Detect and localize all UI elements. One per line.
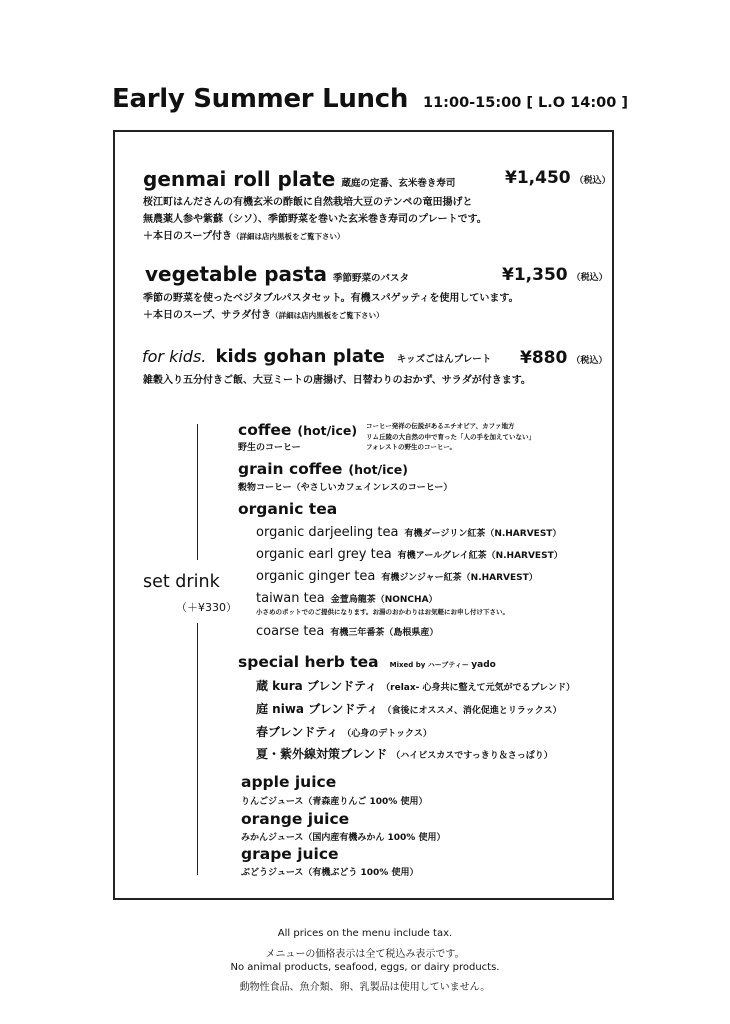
drink-herb-tea (238, 652, 496, 671)
juice-jp: りんごジュース（青森産りんご 100% 使用） (241, 797, 428, 807)
dish-genmai-description (143, 194, 487, 245)
set-drink-label: set drink (143, 572, 220, 592)
footer-vegan-jp: 動物性食品、魚介類、卵、乳製品は使用していません。 (239, 982, 491, 993)
herb-desc: （ハイビスカスですっきり＆さっぱり） (391, 751, 553, 761)
description-line: 雑穀入り五分付きご飯、大豆ミートの唐揚げ、日替わりのおかず、サラダが付きます。 (143, 375, 531, 386)
menu-frame (113, 130, 614, 900)
note-line: フォレストの野生のコーヒー。 (366, 443, 456, 451)
soup-note: ＋本日のスープ付き (143, 231, 232, 242)
dish-name: kids gohan plate (215, 346, 385, 367)
herb-name: 庭 niwa ブレンドティ (256, 702, 379, 716)
price: ¥880 (520, 348, 568, 368)
set-drink-price: （＋¥330） (176, 601, 237, 614)
drink-organic-tea: organic tea (238, 500, 338, 518)
herb-name: 夏・紫外線対策ブレンド (256, 747, 388, 761)
dish-genmai-header (143, 167, 455, 191)
tea-item (256, 591, 438, 606)
drink-grain-coffee (238, 460, 408, 478)
soup-note: ＋本日のスープ、サラダ付き (143, 310, 272, 321)
divider-line-bottom (197, 623, 198, 875)
tea-jp: 有機ダージリン紅茶（N.HARVEST） (404, 529, 562, 539)
description-line: 桜江町はんださんの有機玄米の酢飯に自然栽培大豆のテンペの竜田揚げと (143, 197, 473, 208)
herb-name: 春ブレンドティ (256, 725, 339, 739)
herb-desc: （心身のデトックス） (342, 729, 432, 739)
drink-name: grain coffee (238, 460, 343, 478)
juice-name: orange juice (241, 810, 350, 828)
dish-pasta-price (502, 265, 608, 285)
tea-name: coarse tea (256, 624, 325, 639)
dish-kids-header (142, 346, 491, 367)
dish-subtitle: キッズごはんプレート (396, 354, 492, 365)
description-line (143, 307, 519, 324)
footer-tax-jp: メニューの価格表示は全て税込み表示です。 (265, 949, 465, 960)
tea-name: organic ginger tea (256, 569, 376, 584)
taiwan-tea-note: 小さめのポットでのご提供になります。お湯のおかわりはお気軽にお申し付け下さい。 (256, 608, 509, 616)
herb-item (256, 723, 432, 740)
menu-title: Early Summer Lunch (112, 84, 409, 114)
detail-note: （詳細は店内黒板をご覧下さい） (271, 311, 384, 320)
note-line: リム丘陵の大自然の中で育った「人の手を加えていない」 (366, 432, 535, 441)
mixer-name: yado (471, 660, 496, 670)
description-line: 季節の野菜を使ったベジタブルパスタセット。有機スパゲッティを使用しています。 (143, 293, 519, 304)
dish-subtitle: 蔵庭の定番、玄米巻き寿司 (341, 178, 456, 189)
drink-name: coffee (238, 421, 292, 439)
drink-variant: (hot/ice) (348, 462, 409, 477)
herb-desc: （relax- 心身共に整えて元気がでるブレンド） (381, 683, 575, 693)
for-kids-label: for kids. (142, 347, 207, 366)
tea-item (256, 525, 561, 540)
tea-jp: 金萱烏龍茶（NONCHA） (330, 595, 438, 605)
dish-genmai-price (505, 168, 611, 188)
herb-item (256, 745, 553, 762)
herb-item (256, 677, 575, 694)
tea-jp: 有機三年番茶（島根県産） (330, 628, 439, 638)
tea-name: taiwan tea (256, 591, 325, 606)
description-line: 無農薬人参や紫蘇（シソ）、季節野菜を巻いた玄米巻き寿司のプレートです。 (143, 214, 487, 225)
dish-pasta-description (143, 290, 519, 324)
herb-item (256, 700, 562, 717)
tea-item (256, 547, 563, 562)
opening-hours: 11:00-15:00 [ L.O 14:00 ] (423, 95, 629, 111)
coffee-note (366, 421, 535, 453)
dish-subtitle: 季節野菜のパスタ (333, 273, 410, 284)
tea-name: organic earl grey tea (256, 547, 392, 562)
footer-tax-en: All prices on the menu include tax. (277, 928, 453, 939)
drink-name: special herb tea (238, 653, 379, 671)
tea-jp: 有機ジンジャー紅茶（N.HARVEST） (381, 573, 538, 583)
tea-item (256, 624, 438, 639)
note-line: コーヒー発祥の伝説があるエチオピア、カファ地方 (366, 422, 515, 430)
drink-grain-jp: 穀物コーヒー（やさしいカフェインレスのコーヒー） (238, 483, 453, 493)
juice-jp: みかんジュース（国内産有機みかん 100% 使用） (241, 833, 446, 843)
dish-name: vegetable pasta (145, 262, 328, 286)
tax-label: （税込） (574, 176, 611, 186)
dish-name: genmai roll plate (143, 167, 336, 191)
dish-kids-description (143, 372, 531, 389)
drink-variant: (hot/ice) (297, 423, 358, 438)
tax-label: （税込） (571, 356, 608, 366)
juice-name: apple juice (241, 773, 337, 791)
description-line (143, 228, 487, 245)
price: ¥1,350 (502, 265, 568, 285)
juice-name: grape juice (241, 845, 339, 863)
tea-item (256, 569, 538, 584)
herb-name: 蔵 kura ブレンドティ (256, 679, 378, 693)
drink-coffee (238, 421, 357, 439)
tea-jp: 有機アールグレイ紅茶（N.HARVEST） (397, 551, 563, 561)
divider-line-top (197, 424, 198, 560)
tea-name: organic darjeeling tea (256, 525, 399, 540)
detail-note: （詳細は店内黒板をご覧下さい） (232, 232, 345, 241)
tax-label: （税込） (571, 273, 608, 283)
dish-kids-price (520, 348, 607, 368)
dish-pasta-header (145, 262, 409, 286)
footer-vegan-en: No animal products, seafood, eggs, or dairy products. (230, 962, 500, 973)
mixed-by-label (390, 661, 496, 669)
juice-jp: ぶどうジュース（有機ぶどう 100% 使用） (241, 868, 419, 878)
drink-coffee-jp: 野生のコーヒー (238, 443, 301, 453)
herb-desc: （食後にオススメ、消化促進とリラックス） (382, 706, 562, 716)
price: ¥1,450 (505, 168, 571, 188)
mixed-by-text: Mixed by ハーブティー (389, 661, 469, 669)
